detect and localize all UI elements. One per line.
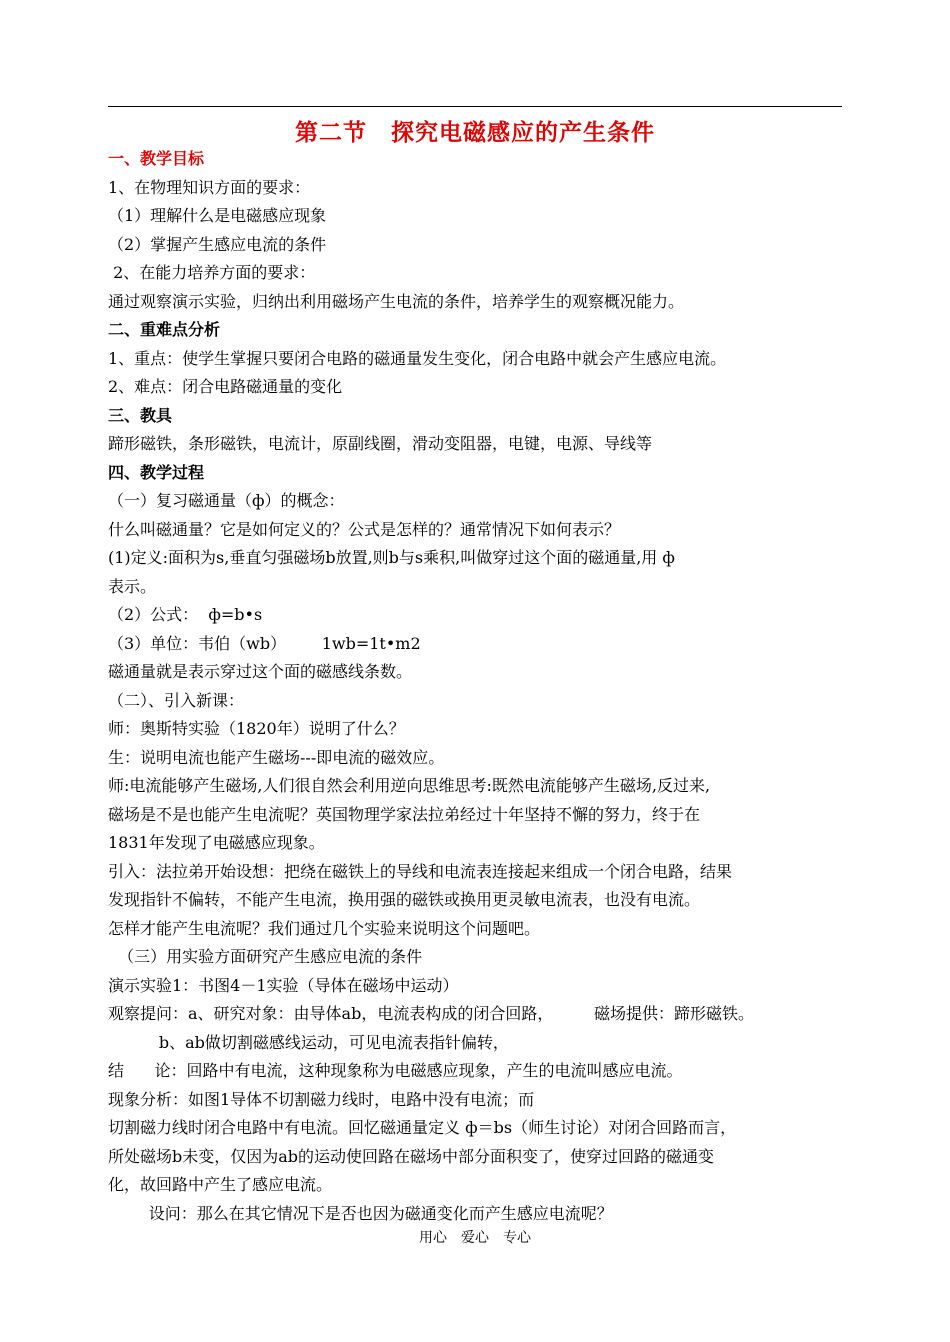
- text-line: （2）掌握产生感应电流的条件: [108, 235, 327, 254]
- text-line: 发现指针不偏转，不能产生电流，换用强的磁铁或换用更灵敏电流表，也没有电流。: [108, 890, 701, 909]
- text-line: 1、重点：使学生掌握只要闭合电路的磁通量发生变化，闭合电路中就会产生感应电流。: [108, 349, 727, 368]
- page-title: 第二节 探究电磁感应的产生条件: [295, 120, 655, 146]
- section-heading-teaching-aids: 三、教具: [108, 406, 173, 425]
- header-rule: [108, 106, 842, 107]
- text-line: 表示。: [108, 577, 157, 596]
- section-heading-teaching-process: 四、教学过程: [108, 463, 205, 482]
- text-line: 观察提问：a、研究对象：由导体ab，电流表构成的闭合回路， 磁场提供：蹄形磁铁。: [108, 1004, 755, 1023]
- text-line: （1）理解什么是电磁感应现象: [108, 206, 327, 225]
- text-line: （一）复习磁通量（ф）的概念：: [108, 491, 345, 510]
- text-line: 演示实验1：书图4－1实验（导体在磁场中运动）: [108, 976, 459, 995]
- text-line: 2、难点：闭合电路磁通量的变化: [108, 377, 343, 396]
- text-line: 1831年发现了电磁感应现象。: [108, 833, 325, 852]
- text-line: 师：奥斯特实验（1820年）说明了什么？: [108, 719, 405, 738]
- text-line: (1)定义:面积为s,垂直匀强磁场b放置,则b与s乘积,叫做穿过这个面的磁通量,用 ф: [108, 548, 675, 567]
- text-line: 1、在物理知识方面的要求：: [108, 178, 311, 197]
- text-line: 生：说明电流也能产生磁场---即电流的磁效应。: [108, 748, 445, 767]
- text-line: 师:电流能够产生磁场,人们很自然会利用逆向思维思考:既然电流能够产生磁场,反过来,: [108, 776, 711, 795]
- text-line: （3）单位：韦伯（wb） 1wb=1t•m2: [108, 634, 421, 653]
- text-line: 怎样才能产生电流呢？我们通过几个实验来说明这个问题吧。: [108, 919, 541, 938]
- text-line: 切割磁力线时闭合电路中有电流。回忆磁通量定义 ф＝bs（师生讨论）对闭合回路而言，: [108, 1118, 737, 1137]
- text-line: 化，故回路中产生了感应电流。: [108, 1175, 333, 1194]
- section-heading-key-points: 二、重难点分析: [108, 320, 221, 339]
- text-line: 蹄形磁铁，条形磁铁，电流计，原副线圈，滑动变阻器，电键，电源、导线等: [108, 434, 653, 453]
- text-line: 2、在能力培养方面的要求：: [108, 263, 316, 282]
- text-line: （三）用实验方面研究产生感应电流的条件: [108, 947, 423, 966]
- section-heading-objectives: 一、教学目标: [108, 149, 205, 168]
- text-line: 什么叫磁通量？它是如何定义的？公式是怎样的？通常情况下如何表示？: [108, 520, 621, 539]
- text-line: 引入：法拉弟开始设想：把绕在磁铁上的导线和电流表连接起来组成一个闭合电路，结果: [108, 862, 733, 881]
- text-line: 所处磁场b未变，仅因为ab的运动使回路在磁场中部分面积变了，使穿过回路的磁通变: [108, 1147, 715, 1166]
- text-line: （2）公式： ф=b•s: [108, 605, 263, 624]
- text-line: b、ab做切割磁感线运动，可见电流表指针偏转，: [108, 1033, 509, 1052]
- text-line: 结 论：回路中有电流，这种现象称为电磁感应现象，产生的电流叫感应电流。: [108, 1061, 683, 1080]
- text-line: 现象分析：如图1导体不切割磁力线时，电路中没有电流；而: [108, 1090, 535, 1109]
- text-line: 磁通量就是表示穿过这个面的磁感线条数。: [108, 662, 413, 681]
- text-line: 设问：那么在其它情况下是否也因为磁通变化而产生感应电流呢？: [108, 1204, 613, 1223]
- text-line: （二）、引入新课：: [108, 691, 245, 710]
- text-line: 通过观察演示实验，归纳出利用磁场产生电流的条件，培养学生的观察概况能力。: [108, 292, 685, 311]
- page-footer: 用心 爱心 专心: [419, 1230, 531, 1246]
- text-line: 磁场是不是也能产生电流呢？英国物理学家法拉弟经过十年坚持不懈的努力，终于在: [108, 805, 701, 824]
